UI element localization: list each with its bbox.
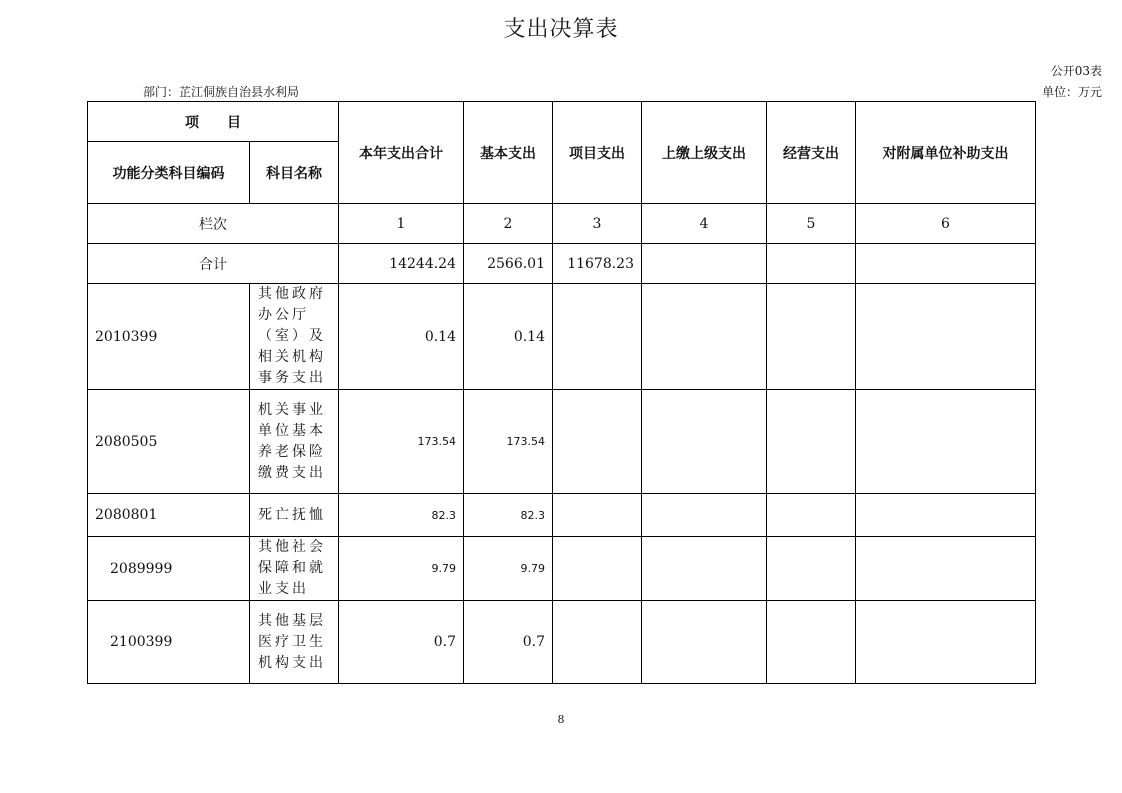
- value-cell: [767, 601, 856, 684]
- value-cell: 0.14: [464, 284, 553, 390]
- value-cell: 9.79: [464, 537, 553, 601]
- value-cell: [642, 601, 767, 684]
- total-value: 2566.01: [464, 244, 553, 284]
- value-cell: 173.54: [339, 390, 464, 494]
- header-code: 功能分类科目编码: [88, 142, 250, 204]
- value-cell: [642, 537, 767, 601]
- value-cell: [856, 601, 1036, 684]
- header-item: 项 目: [88, 102, 339, 142]
- value-cell: [767, 494, 856, 537]
- column-row-label: 栏次: [88, 204, 339, 244]
- department-label: 部门：芷江侗族自治县水利局: [143, 85, 300, 99]
- table-row: [88, 390, 1036, 494]
- total-value: 11678.23: [553, 244, 642, 284]
- column-number: 1: [339, 204, 464, 244]
- subject-name: 其他基层医疗卫生机构支出: [250, 601, 339, 684]
- value-cell: [553, 537, 642, 601]
- value-cell: 82.3: [464, 494, 553, 537]
- value-cell: [553, 284, 642, 390]
- total-label: 合计: [88, 244, 339, 284]
- function-code: 2010399: [88, 284, 250, 390]
- value-cell: [553, 494, 642, 537]
- page-title: 支出决算表: [503, 17, 619, 42]
- subject-name: 死亡抚恤: [250, 494, 339, 537]
- expenditure-table: [87, 101, 1036, 684]
- function-code: 2089999: [88, 537, 250, 601]
- column-number: 6: [856, 204, 1036, 244]
- value-cell: 0.7: [464, 601, 553, 684]
- table-row: [88, 601, 1036, 684]
- subject-name: 其他政府办公厅（室）及相关机构事务支出: [250, 284, 339, 390]
- value-cell: [642, 390, 767, 494]
- column-number: 4: [642, 204, 767, 244]
- value-cell: [856, 390, 1036, 494]
- function-code: 2080505: [88, 390, 250, 494]
- header-col-remit: 上缴上级支出: [642, 102, 767, 204]
- value-cell: [767, 284, 856, 390]
- header-col-subsidy: 对附属单位补助支出: [856, 102, 1036, 204]
- total-value: [767, 244, 856, 284]
- column-number: 3: [553, 204, 642, 244]
- table-row: [88, 537, 1036, 601]
- value-cell: [553, 601, 642, 684]
- total-value: 14244.24: [339, 244, 464, 284]
- value-cell: 0.7: [339, 601, 464, 684]
- form-number: 公开03表: [1050, 64, 1102, 78]
- value-cell: [767, 537, 856, 601]
- header-col-total: 本年支出合计: [339, 102, 464, 204]
- header-col-project: 项目支出: [553, 102, 642, 204]
- total-value: [856, 244, 1036, 284]
- value-cell: [553, 390, 642, 494]
- subject-name: 机关事业单位基本养老保险缴费支出: [250, 390, 339, 494]
- page-number: 8: [557, 713, 565, 726]
- header-name: 科目名称: [250, 142, 339, 204]
- value-cell: 173.54: [464, 390, 553, 494]
- column-number: 2: [464, 204, 553, 244]
- unit-label: 单位：万元: [1041, 85, 1102, 99]
- subject-name: 其他社会保障和就业支出: [250, 537, 339, 601]
- column-number: 5: [767, 204, 856, 244]
- value-cell: [856, 494, 1036, 537]
- value-cell: [856, 284, 1036, 390]
- value-cell: [642, 284, 767, 390]
- header-col-business: 经营支出: [767, 102, 856, 204]
- table-row: [88, 494, 1036, 537]
- header-col-basic: 基本支出: [464, 102, 553, 204]
- column-number-row: [88, 204, 1036, 244]
- total-value: [642, 244, 767, 284]
- value-cell: 82.3: [339, 494, 464, 537]
- value-cell: [642, 494, 767, 537]
- total-row: [88, 244, 1036, 284]
- table-row: [88, 284, 1036, 390]
- value-cell: [767, 390, 856, 494]
- function-code: 2080801: [88, 494, 250, 537]
- value-cell: 9.79: [339, 537, 464, 601]
- function-code: 2100399: [88, 601, 250, 684]
- value-cell: 0.14: [339, 284, 464, 390]
- value-cell: [856, 537, 1036, 601]
